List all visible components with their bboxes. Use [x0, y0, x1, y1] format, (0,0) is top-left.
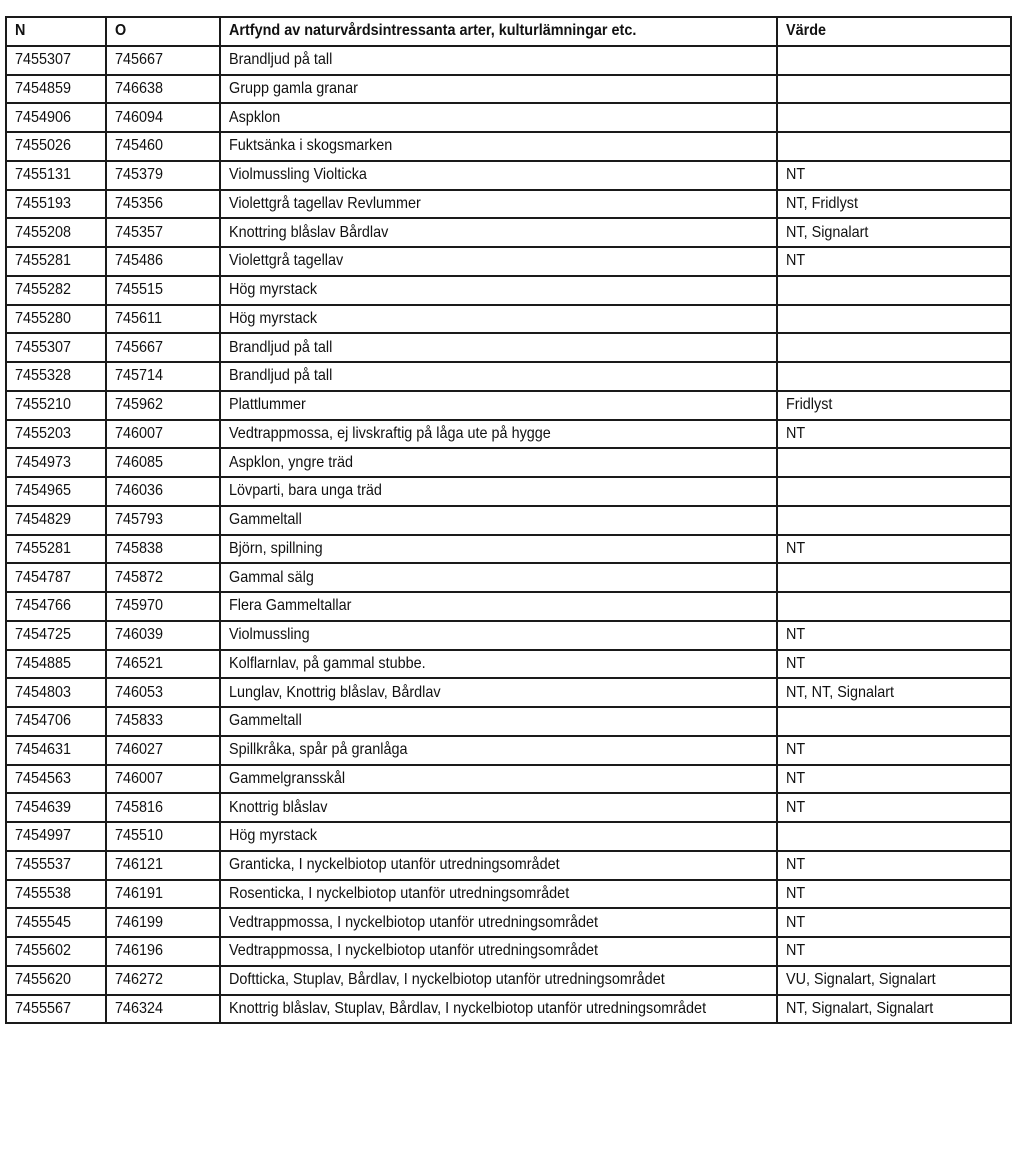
cell-n: 7455131 — [6, 161, 106, 190]
cell-artfynd: Lunglav, Knottrig blåslav, Bårdlav — [220, 678, 777, 707]
cell-o: 745357 — [106, 218, 220, 247]
cell-varde: NT — [777, 650, 1011, 679]
cell-artfynd: Kolflarnlav, på gammal stubbe. — [220, 650, 777, 679]
cell-o: 746199 — [106, 908, 220, 937]
cell-artfynd: Spillkråka, spår på granlåga — [220, 736, 777, 765]
cell-artfynd: Vedtrappmossa, ej livskraftig på låga ute på hygge — [220, 420, 777, 449]
header-varde: Värde — [777, 17, 1011, 46]
cell-n: 7455026 — [6, 132, 106, 161]
cell-artfynd: Rosenticka, I nyckelbiotop utanför utredningsområdet — [220, 880, 777, 909]
cell-artfynd: Doftticka, Stuplav, Bårdlav, I nyckelbiotop utanför utredningsområdet — [220, 966, 777, 995]
cell-varde — [777, 448, 1011, 477]
cell-varde: NT — [777, 535, 1011, 564]
cell-n: 7454725 — [6, 621, 106, 650]
cell-o: 746324 — [106, 995, 220, 1024]
cell-n: 7454563 — [6, 765, 106, 794]
cell-o: 746094 — [106, 103, 220, 132]
cell-varde — [777, 563, 1011, 592]
cell-o: 745486 — [106, 247, 220, 276]
cell-n: 7455620 — [6, 966, 106, 995]
table-row — [6, 621, 1011, 650]
cell-n: 7454766 — [6, 592, 106, 621]
cell-artfynd: Fuktsänka i skogsmarken — [220, 132, 777, 161]
cell-o: 746036 — [106, 477, 220, 506]
cell-o: 745510 — [106, 822, 220, 851]
cell-artfynd: Violmussling Violticka — [220, 161, 777, 190]
cell-artfynd: Brandljud på tall — [220, 333, 777, 362]
cell-artfynd: Aspklon, yngre träd — [220, 448, 777, 477]
cell-o: 746053 — [106, 678, 220, 707]
table-header-row — [6, 17, 1011, 46]
table-row — [6, 707, 1011, 736]
table-row — [6, 218, 1011, 247]
cell-varde: NT — [777, 247, 1011, 276]
table-row — [6, 650, 1011, 679]
cell-varde — [777, 132, 1011, 161]
table-row — [6, 822, 1011, 851]
cell-varde: NT — [777, 880, 1011, 909]
cell-o: 746521 — [106, 650, 220, 679]
cell-artfynd: Violettgrå tagellav — [220, 247, 777, 276]
cell-o: 745667 — [106, 333, 220, 362]
cell-artfynd: Hög myrstack — [220, 276, 777, 305]
cell-artfynd: Knottring blåslav Bårdlav — [220, 218, 777, 247]
cell-o: 745460 — [106, 132, 220, 161]
table-row — [6, 190, 1011, 219]
cell-n: 7455193 — [6, 190, 106, 219]
cell-n: 7454906 — [6, 103, 106, 132]
cell-n: 7454997 — [6, 822, 106, 851]
cell-artfynd: Vedtrappmossa, I nyckelbiotop utanför utredningsområdet — [220, 937, 777, 966]
cell-varde: NT — [777, 937, 1011, 966]
table-row — [6, 937, 1011, 966]
cell-artfynd: Grupp gamla granar — [220, 75, 777, 104]
cell-varde — [777, 103, 1011, 132]
cell-artfynd: Vedtrappmossa, I nyckelbiotop utanför utredningsområdet — [220, 908, 777, 937]
cell-artfynd: Knottrig blåslav, Stuplav, Bårdlav, I nyckelbiotop utanför utredningsområdet — [220, 995, 777, 1024]
header-n: N — [6, 17, 106, 46]
cell-o: 745667 — [106, 46, 220, 75]
cell-n: 7454859 — [6, 75, 106, 104]
table-row — [6, 333, 1011, 362]
cell-varde: NT, Fridlyst — [777, 190, 1011, 219]
cell-n: 7455208 — [6, 218, 106, 247]
table-row — [6, 765, 1011, 794]
cell-artfynd: Gammeltall — [220, 506, 777, 535]
cell-artfynd: Knottrig blåslav — [220, 793, 777, 822]
table-row — [6, 103, 1011, 132]
table-row — [6, 247, 1011, 276]
cell-n: 7455545 — [6, 908, 106, 937]
cell-o: 745833 — [106, 707, 220, 736]
cell-o: 746272 — [106, 966, 220, 995]
cell-varde: NT — [777, 621, 1011, 650]
cell-artfynd: Björn, spillning — [220, 535, 777, 564]
cell-varde — [777, 822, 1011, 851]
cell-o: 745872 — [106, 563, 220, 592]
cell-o: 745793 — [106, 506, 220, 535]
cell-varde: NT, NT, Signalart — [777, 678, 1011, 707]
cell-artfynd: Lövparti, bara unga träd — [220, 477, 777, 506]
cell-o: 745962 — [106, 391, 220, 420]
cell-artfynd: Brandljud på tall — [220, 46, 777, 75]
cell-varde — [777, 46, 1011, 75]
cell-varde: NT — [777, 908, 1011, 937]
cell-n: 7455537 — [6, 851, 106, 880]
cell-artfynd: Violmussling — [220, 621, 777, 650]
cell-varde: NT — [777, 736, 1011, 765]
table-row — [6, 448, 1011, 477]
cell-varde — [777, 333, 1011, 362]
cell-n: 7454706 — [6, 707, 106, 736]
table-row — [6, 276, 1011, 305]
cell-artfynd: Hög myrstack — [220, 305, 777, 334]
cell-o: 746039 — [106, 621, 220, 650]
cell-n: 7455282 — [6, 276, 106, 305]
cell-n: 7455280 — [6, 305, 106, 334]
cell-n: 7454631 — [6, 736, 106, 765]
cell-o: 745970 — [106, 592, 220, 621]
cell-o: 746121 — [106, 851, 220, 880]
cell-n: 7455203 — [6, 420, 106, 449]
header-artfynd: Artfynd av naturvårdsintressanta arter, kulturlämningar etc. — [220, 17, 777, 46]
cell-artfynd: Gammeltall — [220, 707, 777, 736]
table-row — [6, 132, 1011, 161]
cell-o: 746085 — [106, 448, 220, 477]
cell-varde — [777, 362, 1011, 391]
table-row — [6, 995, 1011, 1024]
cell-o: 745356 — [106, 190, 220, 219]
cell-o: 746196 — [106, 937, 220, 966]
header-o: O — [106, 17, 220, 46]
cell-varde: VU, Signalart, Signalart — [777, 966, 1011, 995]
table-row — [6, 305, 1011, 334]
cell-o: 746007 — [106, 420, 220, 449]
table-row — [6, 736, 1011, 765]
cell-varde — [777, 477, 1011, 506]
cell-n: 7455307 — [6, 333, 106, 362]
cell-varde — [777, 592, 1011, 621]
table-row — [6, 161, 1011, 190]
cell-varde: NT — [777, 765, 1011, 794]
cell-artfynd: Gammal sälg — [220, 563, 777, 592]
cell-n: 7455328 — [6, 362, 106, 391]
table-row — [6, 477, 1011, 506]
cell-varde — [777, 506, 1011, 535]
table-row — [6, 75, 1011, 104]
table-row — [6, 420, 1011, 449]
table-row — [6, 362, 1011, 391]
cell-varde: Fridlyst — [777, 391, 1011, 420]
table-row — [6, 592, 1011, 621]
cell-o: 746007 — [106, 765, 220, 794]
cell-varde: NT — [777, 793, 1011, 822]
cell-o: 745611 — [106, 305, 220, 334]
cell-artfynd: Flera Gammeltallar — [220, 592, 777, 621]
table-row — [6, 966, 1011, 995]
cell-artfynd: Violettgrå tagellav Revlummer — [220, 190, 777, 219]
cell-artfynd: Aspklon — [220, 103, 777, 132]
cell-n: 7454829 — [6, 506, 106, 535]
cell-n: 7455567 — [6, 995, 106, 1024]
cell-o: 745515 — [106, 276, 220, 305]
cell-varde — [777, 276, 1011, 305]
cell-artfynd: Plattlummer — [220, 391, 777, 420]
cell-varde: NT, Signalart — [777, 218, 1011, 247]
cell-n: 7455281 — [6, 535, 106, 564]
cell-n: 7455281 — [6, 247, 106, 276]
cell-artfynd: Brandljud på tall — [220, 362, 777, 391]
cell-n: 7454973 — [6, 448, 106, 477]
cell-n: 7455307 — [6, 46, 106, 75]
cell-o: 745816 — [106, 793, 220, 822]
cell-o: 746191 — [106, 880, 220, 909]
cell-varde: NT, Signalart, Signalart — [777, 995, 1011, 1024]
table-row — [6, 678, 1011, 707]
table-row — [6, 391, 1011, 420]
cell-o: 745838 — [106, 535, 220, 564]
cell-o: 745379 — [106, 161, 220, 190]
table-row — [6, 535, 1011, 564]
cell-n: 7455602 — [6, 937, 106, 966]
table-row — [6, 46, 1011, 75]
cell-varde: NT — [777, 420, 1011, 449]
cell-varde — [777, 305, 1011, 334]
table-row — [6, 506, 1011, 535]
cell-n: 7454787 — [6, 563, 106, 592]
cell-o: 746638 — [106, 75, 220, 104]
table-body — [6, 46, 1011, 1024]
table-row — [6, 851, 1011, 880]
cell-artfynd: Granticka, I nyckelbiotop utanför utredningsområdet — [220, 851, 777, 880]
table-row — [6, 563, 1011, 592]
cell-n: 7454965 — [6, 477, 106, 506]
cell-varde: NT — [777, 851, 1011, 880]
findings-table — [5, 16, 1012, 1024]
cell-varde: NT — [777, 161, 1011, 190]
cell-o: 745714 — [106, 362, 220, 391]
cell-n: 7454885 — [6, 650, 106, 679]
cell-n: 7454803 — [6, 678, 106, 707]
table-row — [6, 908, 1011, 937]
cell-o: 746027 — [106, 736, 220, 765]
table-row — [6, 880, 1011, 909]
table-row — [6, 793, 1011, 822]
cell-n: 7454639 — [6, 793, 106, 822]
cell-n: 7455210 — [6, 391, 106, 420]
cell-artfynd: Hög myrstack — [220, 822, 777, 851]
cell-varde — [777, 75, 1011, 104]
cell-varde — [777, 707, 1011, 736]
cell-artfynd: Gammelgransskål — [220, 765, 777, 794]
cell-n: 7455538 — [6, 880, 106, 909]
findings-table-container — [5, 16, 1012, 1024]
